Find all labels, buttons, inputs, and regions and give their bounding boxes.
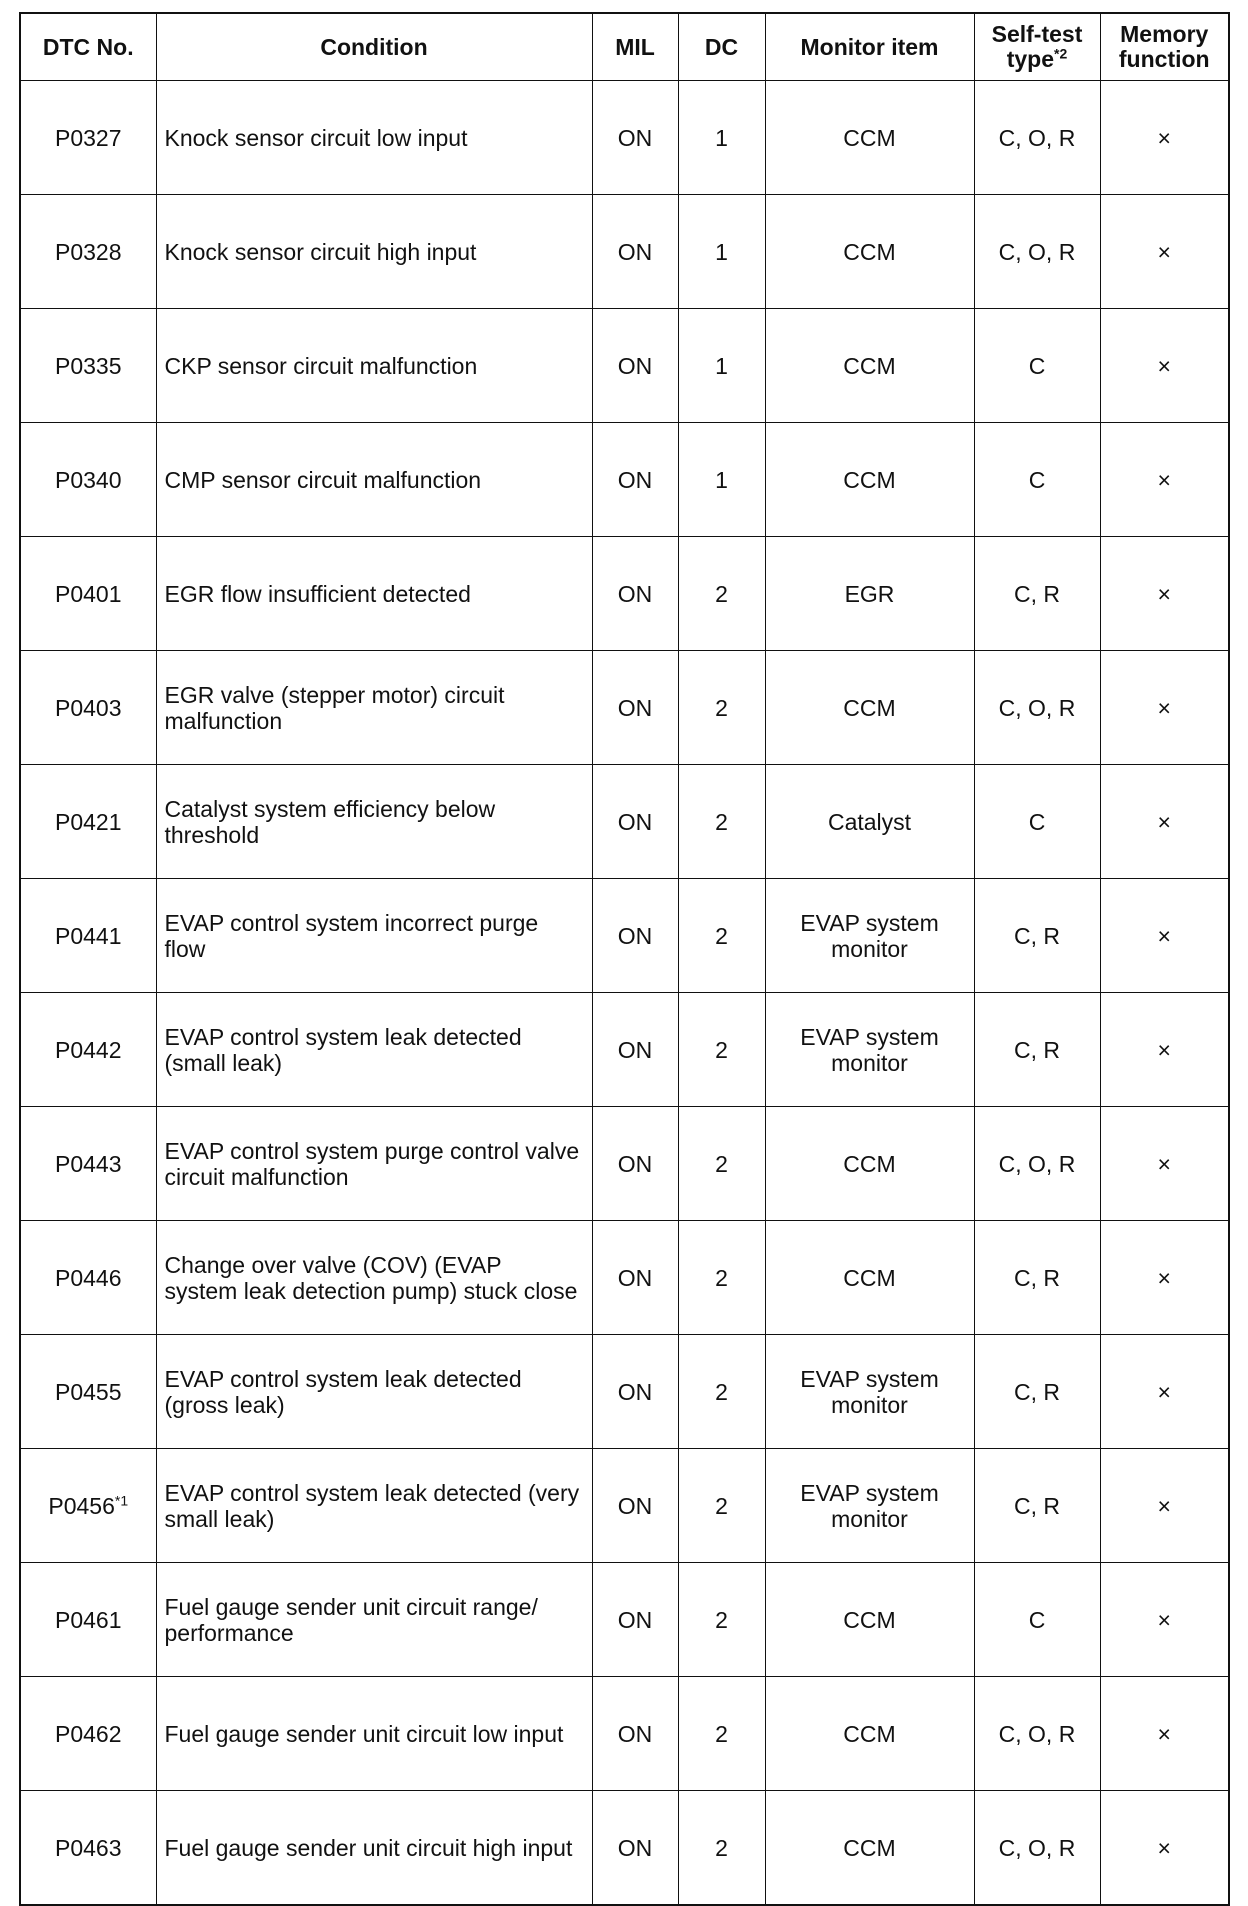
- cell-dtc: [20, 81, 156, 195]
- dtc-code: P0463: [54, 1834, 122, 1861]
- header-memory-line2: function: [1118, 46, 1210, 72]
- dtc-code: P0421: [54, 808, 122, 835]
- cell-monitor-item: CCM: [765, 1563, 974, 1677]
- cell-monitor-item: CCM: [765, 1791, 974, 1906]
- cell-dtc: [20, 423, 156, 537]
- cell-memory-function: ×: [1100, 1107, 1229, 1221]
- dtc-code: P0461: [54, 1606, 122, 1633]
- dtc-code: P0455: [54, 1378, 122, 1405]
- cell-dc: 2: [678, 1449, 765, 1563]
- cell-condition: EVAP control system leak detected (very small leak): [156, 1449, 592, 1563]
- cell-dtc: [20, 1107, 156, 1221]
- dtc-code: P0456: [48, 1492, 115, 1519]
- table-row: [20, 1107, 1229, 1221]
- header-monitor-item: Monitor item: [765, 13, 974, 81]
- cell-mil: ON: [592, 423, 678, 537]
- cell-condition: EVAP control system incorrect purge flow: [156, 879, 592, 993]
- table-row: [20, 81, 1229, 195]
- dtc-code: P0327: [54, 124, 122, 151]
- dtc-code: P0401: [54, 580, 122, 607]
- cell-memory-function: ×: [1100, 765, 1229, 879]
- cell-mil: ON: [592, 879, 678, 993]
- cell-dc: 2: [678, 765, 765, 879]
- cell-self-test-type: C, R: [974, 879, 1100, 993]
- cell-self-test-type: C: [974, 309, 1100, 423]
- cell-mil: ON: [592, 309, 678, 423]
- cell-dtc: [20, 309, 156, 423]
- cell-self-test-type: C: [974, 765, 1100, 879]
- cell-monitor-item: CCM: [765, 423, 974, 537]
- cell-monitor-item: CCM: [765, 309, 974, 423]
- cell-mil: ON: [592, 1107, 678, 1221]
- cell-memory-function: ×: [1100, 1449, 1229, 1563]
- cell-condition: CKP sensor circuit malfunction: [156, 309, 592, 423]
- cell-monitor-item: Catalyst: [765, 765, 974, 879]
- cell-condition: EGR valve (stepper motor) circuit malfunction: [156, 651, 592, 765]
- cell-dtc: [20, 1563, 156, 1677]
- header-memory-function: [1100, 13, 1229, 81]
- cell-mil: ON: [592, 81, 678, 195]
- table-row: [20, 1335, 1229, 1449]
- cell-condition: Knock sensor circuit high input: [156, 195, 592, 309]
- cell-self-test-type: C, O, R: [974, 1107, 1100, 1221]
- cell-dtc: [20, 993, 156, 1107]
- cell-condition: Fuel gauge sender unit circuit high input: [156, 1791, 592, 1906]
- cell-dc: 2: [678, 1221, 765, 1335]
- cell-condition: EVAP control system purge control valve circuit malfunction: [156, 1107, 592, 1221]
- cell-condition: Catalyst system efficiency below threshold: [156, 765, 592, 879]
- cell-self-test-type: C, R: [974, 537, 1100, 651]
- cell-self-test-type: C, O, R: [974, 1677, 1100, 1791]
- dtc-code: P0335: [54, 352, 122, 379]
- cell-self-test-type: C, O, R: [974, 651, 1100, 765]
- cell-dc: 2: [678, 1335, 765, 1449]
- header-memory-line1: Memory: [1120, 21, 1209, 47]
- cell-condition: CMP sensor circuit malfunction: [156, 423, 592, 537]
- cell-mil: ON: [592, 1335, 678, 1449]
- table-row: [20, 309, 1229, 423]
- cell-dtc: [20, 651, 156, 765]
- cell-monitor-item: CCM: [765, 1221, 974, 1335]
- cell-dtc: [20, 1335, 156, 1449]
- cell-memory-function: ×: [1100, 1221, 1229, 1335]
- cell-condition: EGR flow insufficient detected: [156, 537, 592, 651]
- cell-condition: Fuel gauge sender unit circuit low input: [156, 1677, 592, 1791]
- cell-dc: 2: [678, 993, 765, 1107]
- cell-dtc: [20, 765, 156, 879]
- cell-dc: 2: [678, 1563, 765, 1677]
- table-row: [20, 1449, 1229, 1563]
- cell-dtc: [20, 1677, 156, 1791]
- cell-monitor-item: CCM: [765, 81, 974, 195]
- cell-dtc: [20, 1221, 156, 1335]
- table-row: [20, 879, 1229, 993]
- table-row: [20, 1563, 1229, 1677]
- cell-dc: 1: [678, 195, 765, 309]
- cell-dc: 2: [678, 537, 765, 651]
- cell-memory-function: ×: [1100, 993, 1229, 1107]
- header-condition: Condition: [156, 13, 592, 81]
- header-dc: DC: [678, 13, 765, 81]
- cell-condition: Knock sensor circuit low input: [156, 81, 592, 195]
- dtc-code: P0441: [54, 922, 122, 949]
- cell-dc: 2: [678, 1791, 765, 1906]
- header-row: [20, 13, 1229, 81]
- cell-mil: ON: [592, 1221, 678, 1335]
- cell-dtc: [20, 879, 156, 993]
- table-row: [20, 537, 1229, 651]
- dtc-code: P0443: [54, 1150, 122, 1177]
- header-self-test-footnote: *2: [1054, 45, 1068, 62]
- table-row: [20, 651, 1229, 765]
- table-row: [20, 993, 1229, 1107]
- cell-monitor-item: EVAP system monitor: [765, 1335, 974, 1449]
- cell-condition: Fuel gauge sender unit circuit range/ performance: [156, 1563, 592, 1677]
- cell-dtc: [20, 1449, 156, 1563]
- cell-dc: 1: [678, 423, 765, 537]
- cell-self-test-type: C, R: [974, 1449, 1100, 1563]
- cell-monitor-item: CCM: [765, 1107, 974, 1221]
- cell-monitor-item: EGR: [765, 537, 974, 651]
- cell-condition: EVAP control system leak detected (gross leak): [156, 1335, 592, 1449]
- cell-self-test-type: C, O, R: [974, 81, 1100, 195]
- table-row: [20, 765, 1229, 879]
- cell-self-test-type: C, O, R: [974, 195, 1100, 309]
- cell-dc: 2: [678, 1107, 765, 1221]
- cell-monitor-item: CCM: [765, 1677, 974, 1791]
- header-self-test-line1: Self-test: [991, 21, 1083, 47]
- cell-self-test-type: C, R: [974, 1221, 1100, 1335]
- dtc-table: [19, 12, 1230, 1906]
- cell-mil: ON: [592, 195, 678, 309]
- cell-dc: 2: [678, 651, 765, 765]
- dtc-code: P0442: [54, 1036, 122, 1063]
- cell-memory-function: ×: [1100, 309, 1229, 423]
- cell-mil: ON: [592, 537, 678, 651]
- cell-self-test-type: C, O, R: [974, 1791, 1100, 1906]
- cell-dc: 2: [678, 1677, 765, 1791]
- cell-self-test-type: C, R: [974, 993, 1100, 1107]
- header-dtc: DTC No.: [20, 13, 156, 81]
- cell-dc: 1: [678, 309, 765, 423]
- cell-monitor-item: EVAP system monitor: [765, 879, 974, 993]
- dtc-code: P0403: [54, 694, 122, 721]
- cell-dc: 1: [678, 81, 765, 195]
- dtc-code: P0328: [54, 238, 122, 265]
- cell-monitor-item: CCM: [765, 195, 974, 309]
- cell-memory-function: ×: [1100, 1563, 1229, 1677]
- cell-memory-function: ×: [1100, 879, 1229, 993]
- cell-mil: ON: [592, 1677, 678, 1791]
- cell-memory-function: ×: [1100, 1791, 1229, 1906]
- cell-self-test-type: C: [974, 1563, 1100, 1677]
- table-row: [20, 1677, 1229, 1791]
- dtc-code: P0462: [54, 1720, 122, 1747]
- cell-memory-function: ×: [1100, 81, 1229, 195]
- dtc-table-body: [20, 81, 1229, 1906]
- cell-memory-function: ×: [1100, 651, 1229, 765]
- header-self-test-type: [974, 13, 1100, 81]
- cell-mil: ON: [592, 765, 678, 879]
- cell-dtc: [20, 195, 156, 309]
- header-mil: MIL: [592, 13, 678, 81]
- cell-monitor-item: EVAP system monitor: [765, 1449, 974, 1563]
- header-self-test-line2: type: [1006, 46, 1055, 72]
- table-row: [20, 1791, 1229, 1906]
- cell-memory-function: ×: [1100, 537, 1229, 651]
- table-row: [20, 195, 1229, 309]
- cell-dc: 2: [678, 879, 765, 993]
- cell-dtc: [20, 537, 156, 651]
- dtc-code: P0340: [54, 466, 122, 493]
- table-row: [20, 1221, 1229, 1335]
- cell-condition: Change over valve (COV) (EVAP system leak detection pump) stuck close: [156, 1221, 592, 1335]
- table-row: [20, 423, 1229, 537]
- cell-mil: ON: [592, 1563, 678, 1677]
- cell-memory-function: ×: [1100, 1335, 1229, 1449]
- cell-memory-function: ×: [1100, 195, 1229, 309]
- cell-condition: EVAP control system leak detected (small leak): [156, 993, 592, 1107]
- cell-memory-function: ×: [1100, 1677, 1229, 1791]
- cell-memory-function: ×: [1100, 423, 1229, 537]
- cell-monitor-item: EVAP system monitor: [765, 993, 974, 1107]
- cell-mil: ON: [592, 993, 678, 1107]
- cell-self-test-type: C: [974, 423, 1100, 537]
- cell-dtc: [20, 1791, 156, 1906]
- dtc-footnote: *1: [114, 1491, 129, 1508]
- cell-self-test-type: C, R: [974, 1335, 1100, 1449]
- cell-mil: ON: [592, 1449, 678, 1563]
- cell-monitor-item: CCM: [765, 651, 974, 765]
- cell-mil: ON: [592, 651, 678, 765]
- cell-mil: ON: [592, 1791, 678, 1906]
- dtc-code: P0446: [54, 1264, 122, 1291]
